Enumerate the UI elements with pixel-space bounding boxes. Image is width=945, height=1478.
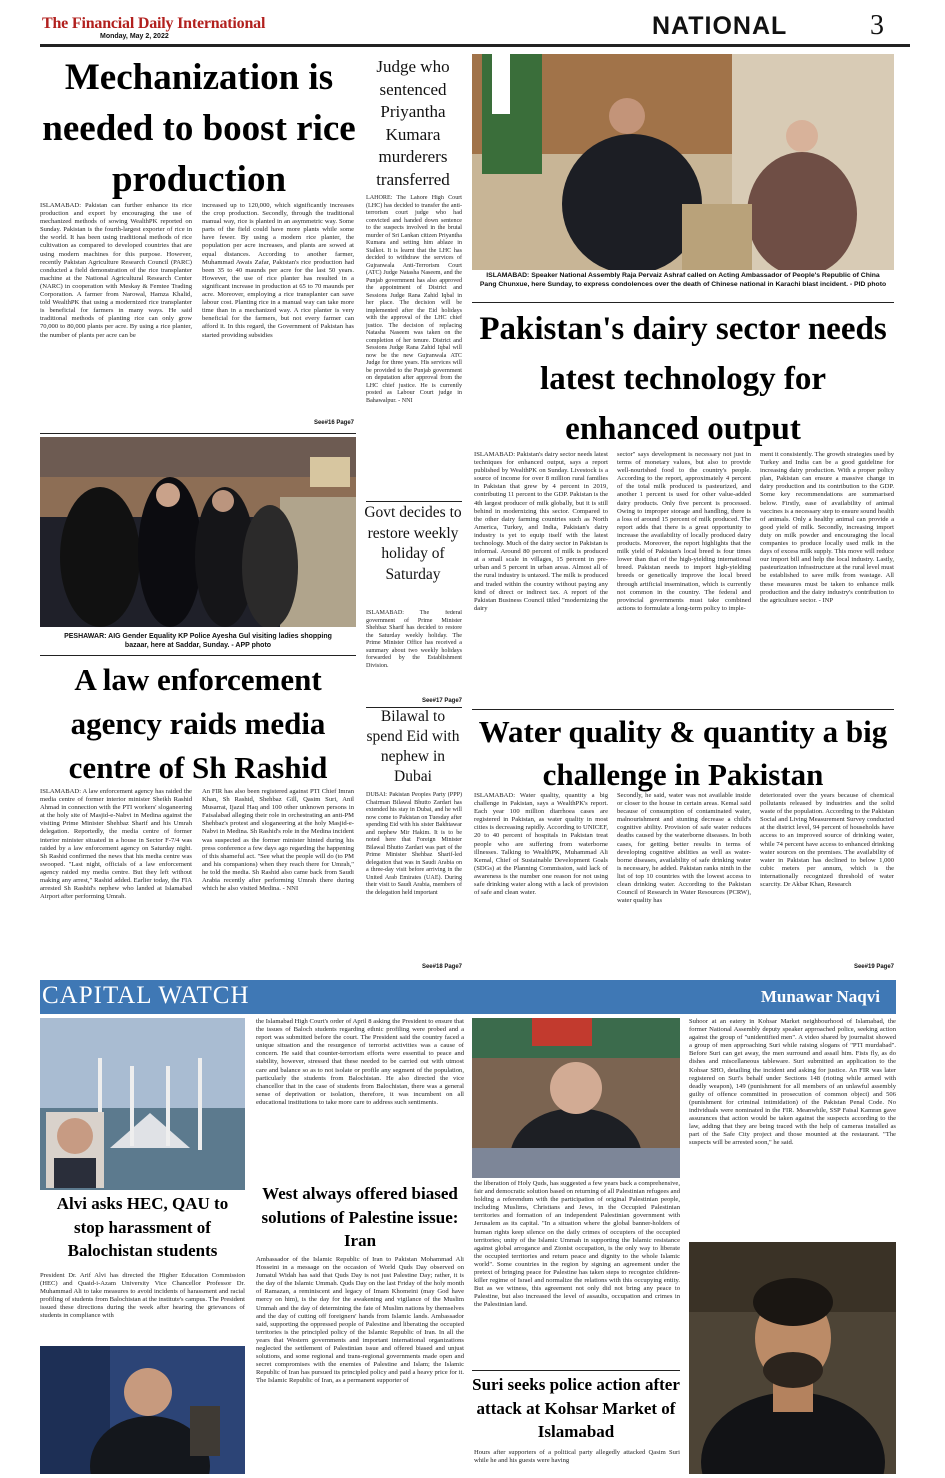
judge-rule <box>366 501 462 502</box>
suri-body: Suhoor at an eatery in Kohsar Market neighbourhood of Islamabad, the former National Assembly deputy speaker approached police, seeking action against the group of "unidentified men". A video shared by journalist showed a group of men approaching Suri while raising slogans of "PTI murdabad". Before Suri can get away, the men surround and assail him. Fists fly, as do dishes and miscellaneous tableware. Suri submitted an application to the Kohsar SHO, detailing the incident and asking for justice. An FIR was later registered on Suri's behalf under Sections 148 (rioting while armed with deadly weapon), 149 (punishment for all members of an unlawful assembly guilty of offence committed in prosecution of common object) and 506 (punishment for criminal intimidation) of the Pakistan Penal Code. No individuals were nominated in the FIR. Meanwhile, SSP Faisal Kamran gave assurances that action would be taken against the suspects according to the law, adding that they are being traced with the help of cameras installed as part of the Safe City project and those mounted at the restaurant. "The suspects will be arrested soon," he said. <box>689 1018 896 1147</box>
law-body-col1: ISLAMABAD: A law enforcement agency has raided the media centre of former interior minister Sheikh Rashid Ahmad in connection with the PTI workers' sloganeering at the holy site of Masjid-e-Nabvi in Medina against the visiting Prime Minister Shehbaz Sharif and his Umrah delegation. Reportedly, the media centre of former interior minister situated in a house in Sector F-7/4 was raided by a law enforcement agency on Saturday night. Sh Rashid confirmed the news that his media centre was swooped. "Last night, officials of a law enforcement agency raided my media centre. But they left without making any arrest," Rashid added. Earlier today, the FIA arrested Sh Rashid's nephew who landed at Islamabad Airport after performing Umrah. <box>40 788 192 901</box>
qasim-suri-photo <box>689 1242 896 1474</box>
water-body-col3: deteriorated over the years because of chemical pollutants released by industries and the solid waste of the population. According to the Pakistan Social and Living Measurement Survey conducted at the district level, 94 percent of households have access to an improved source of drinking water, while 74 percent have access to enhanced drinking water sources on the premises. The availability of water in Pakistan has declined to below 1,000 cubic meters per annum, which is the internationally recognized threshold of water scarcity. Dr Akbar Khan, Research <box>760 792 894 889</box>
column-author: Munawar Naqvi <box>760 987 880 1006</box>
west-body-col2: the liberation of Holy Quds, has suggested a few years back a comprehensive, fair and democratic solution based on returning of all Palestinian refugees and holding a referendum with the participation of original Palestinian people, including Muslims, Christians and Jews, in the Occupied Palestinian territories and formation of an independent Palestinian government with Jerusalem as its capital. "In a situation where the global banner-holders of human rights keep silence on the daily crimes of occupiers of the occupied territories; unity of the Islamic Ummah in supporting the Islamic resistance against global arrogance and Zionist occupation, is the only way to liberate the occupied territories and return peace and dignity to the whole Islamic world". Some countries in the region by signing an agreement under the pretext of bringing peace for Palestine has taken steps to recognize children-killer regime of Israel and normalize the relations with this occupying entity. But as we witness, this agreement not only did not bring any peace to Palestine, but also increased the level of assaults, occupation and crimes in the Palestinian land. <box>474 1180 680 1309</box>
rice-headline: Mechanization is needed to boost rice production <box>42 57 356 200</box>
alvi-body-col2: the Islamabad High Court's order of April 8 asking the President to ensure that the issues of Baloch students regarding ethnic profiling were probed and a report was submitted before the court. The President said the country faced a unique situation and the resurgence of terrorist activities was a cause of concern. He said that counter-terrorism efforts were essential to peace and stability, however, stressed that these needed to be carried out with utmost care and balance so as to not isolate or profile any segment of the population, particularly the students from Balochistan. He also directed the vice chancellor that in the case of students from Balochistan, there was a general sense of deprivation or isolation, therefore, it was incumbent on all educational institutions to take more care to address such sentiments. <box>256 1018 464 1106</box>
dairy-headline: Pakistan's dairy sector needs latest technology for enhanced output <box>479 311 887 447</box>
rice-see-more: See#16 Page7 <box>313 420 354 426</box>
bilawal-headline: Bilawal to spend Eid with nephew in Dubai <box>366 708 460 785</box>
president-alvi-photo <box>40 1346 245 1474</box>
bilawal-body: DUBAI: Pakistan Peoples Party (PPP) Chairman Bilawal Bhutto Zardari has extended his stay in Dubai, and he will now come to Pakistan on Tuesday after spending Eid with his sister Bakhtawar and nephew Mir Hakim. It is to be noted here that Foreign Minister Bilawal Bhutto Zardari was part of the Prime Minister Shehbaz Sharif-led delegation that was in Saudi Arabia on a three-day visit before arriving in the United Arab Emirates (UAE). During their visit to Saudi Arabia, members of the delegation held important <box>366 792 462 896</box>
issue-date: Monday, May 2, 2022 <box>100 33 169 40</box>
dairy-body-col3: ment it consistently. The growth strategies used by Turkey and India can be a good guideline for increasing dairy production. With a proper policy plan, Pakistan can ensure a massive change in dairy production and its contribution to the GDP. Some key recommendations are summarised below. Firstly, ease of availability of animal vaccines is a necessary step to ensure sound health of animals. Only a healthy animal can provide a good yield of milk. Secondly, increasing import duty on milk powder and encouraging the local companies to produce locally used milk in the days of excess milk supply. This move will reduce our import bill and help the local industry. Lastly, pasteurization infrastructure at the rural level must be established to save milk from wastage. All these measures must be taken to enhance milk production and the dairy industry's contribution to the agriculture sector. - INP <box>760 451 894 604</box>
saturday-see-more: See#17 Page7 <box>421 698 462 704</box>
masthead-rule <box>40 44 910 47</box>
iran-ambassador-photo <box>472 1018 680 1178</box>
water-see-more: See#19 Page7 <box>853 964 894 970</box>
law-body-col2: An FIR has also been registered against PTI Chief Imran Khan, Sh Rashid, Shehbaz Gill, Qasim Suri, Anil Musarrat, Ijazul Haq and 100 other unknown persons in Faisalabad alleging their role in orchestrating an anti-PM Shehbaz's protest and sloganeering at the holy Masjid-e-Nabvi in Medina. Sh Rashid's role in the Medina incident was suspected as the former minister hinted during his press conference a few days ago regarding the happening of this shameful act. "See what the people will do (to PM and his companions) when they reach there for Umrah," he told the media. Sh Rashid also came back from Saudi Arabia recently after performing Umrah there during which he also visited Medina. - NNI <box>202 788 354 893</box>
saturday-headline: Govt decides to restore weekly holiday of Saturday <box>364 504 462 583</box>
suri-headline: Suri seeks police action after attack at Kohsar Market of Islamabad <box>472 1375 680 1441</box>
speaker-photo-caption: ISLAMABAD: Speaker National Assembly Raja Pervaiz Ashraf called on Acting Ambassador of People's Republic of China Pang Chunxue, here Sunday, to express condolences over the death of Chinese national in Karachi blast incident. - PID photo <box>479 272 887 288</box>
water-body-col2: Secondly, he said, water was not available inside or closer to the house in certain areas. Kemal said because of consumption of contaminated water, malnourishment and stunting decrease a child's cognitive ability. Provision of safe water reduces deaths caused by the waterborne diseases. In both cases, for getting better results in terms of developing cognitive abilities as well as water-borne diseases, availability of safe drinking water is necessary, he added. Pakistan ranks ninth in the list of top 10 countries with the lowest access to clean drinking water. According to the Pakistan Council of Research in Water Resources (PCRW), water quality has <box>617 792 751 905</box>
section-name: NATIONAL <box>652 12 788 40</box>
saturday-body: ISLAMABAD: The federal government of Prime Minister Shehbaz Sharif has decided to restore the Saturday weekly holiday. The Prime Minister Office has received a summary about two weekly holidays forwarded by the Establishment Division. <box>366 610 462 669</box>
rice-body-col1: ISLAMABAD: Pakistan can further enhance its rice production and export by encouraging the use of mechanized methods of sowing WealthPK reported on Sunday. Pakistan is the fourth-largest exporter of rice in the world. It has been using traditional methods of rice cultivation as compared to developed countries that are using modern machines for this purpose. However, recently Pakistan Agriculture Research Council (PARC) conducted a field demonstration of the rice transplanter machine at the National Agricultural Research Center (NARC) in cooperation with Meskay & Femtee Trading Corporation. A farmer from Narowal, Hamza Khalid, told WealthPK that using a modernized rice transplanter is beneficial for farmers in many ways. He said traditional methods of planting rice can only grow 70,000 to 80,000 plants per acre. By using a rice planter, the number of plants per acre can be <box>40 202 192 339</box>
peshawar-rule <box>40 655 356 656</box>
west-rule <box>472 1370 680 1371</box>
judge-body: LAHORE: The Lahore High Court (LHC) has decided to transfer the anti-terrorism court judge who had convicted and handed down sentence to the suspects involved in the brutal murder of Sri Lankan citizen Priyantha Kumara and setting him ablaze in Sialkot. It is learnt that the LHC has decided to withdraw the services of Gujranwala Anti-Terrorism Court (ATC) Judge Natasha Naseem, and the Punjab government has also approved the appointment of District and Sessions Judge Rana Zahid Iqbal in her place. The decision will be implemented after the Eid holidays with the approval of the LHC chief justice. The decision of replacing Natasha Naseem was taken on the completion of her tenure. District and Sessions Judge Rana Zahid Iqbal will now be the new Gujranwala ATC Judge for three years. His services will be provided to the Punjab government on deputation after approval from the LHC chief justice. He is currently posted as Labour Court judge in Bahawalpur. - NNI <box>366 195 462 404</box>
page-number: 3 <box>870 10 884 41</box>
water-body-col1: ISLAMABAD: Water quality, quantity a big challenge in Pakistan, says a WealthPK's report. Each year 100 million diarrhoea cases are registered in Pakistan, as water quality in most cities is decreasing rapidly. According to UNICEF, 20 to 40 percent of hospitals in Pakistan treat people who are suffering from waterborne illnesses. Talking to WealthPK, Muhammad Ali Kemal, Chief of Sustainable Development Goals (SDGs) at the Planning Commission, said lack of awareness is the number one reason for not using safe drinking water along with a lack of provision of safe and clean water. <box>474 792 608 897</box>
judge-headline: Judge who sentenced Priyantha Kumara murderers transferred <box>376 57 450 189</box>
capital-watch-banner <box>40 980 896 1014</box>
peshawar-photo-caption: PESHAWAR: AIG Gender Equality KP Police Ayesha Gul visiting ladies shopping bazaar, here at Saddar, Sunday. - APP photo <box>64 633 332 649</box>
west-headline: West always offered biased solutions of Palestine issue: Iran <box>261 1184 459 1250</box>
dairy-body-col2: sector" says development is necessary not just in terms of monetary values, but also to provide well-nourished food to the country's people. According to the report, approximately 4 percent of the total milk produced is pasteurized, and another 1 percent is used for other value-added dairy products. Only five percent is processed. Owing to improper storage and handling, there is a loss of around 15 percent of milk produced. The report adds that there is a great opportunity to increase the availability of locally produced dairy products. Moreover, the report highlights that the milk yield of Pakistan's local breed is four times lower than that of the high-yielding international breed. Pakistan needs to import high-yielding breeds or genetically improve the local breed through artificial insemination, which is currently not common in the country. The federal and provincial governments must take combined actions to formulate a long-term policy to imple- <box>617 451 751 612</box>
alvi-body: President Dr. Arif Alvi has directed the Higher Education Commission (HEC) and Quaid-i-Azam University Vice Chancellor Professor Dr. Muhammad Ali to take measures to avoid incidents of harassment and racial profiling of students from Balochistan at the institute's campus. The President issued these directions during the week after hearing the grievances of students in compliance with <box>40 1272 245 1320</box>
speaker-meeting-photo <box>472 54 894 270</box>
speaker-rule <box>472 302 894 303</box>
bilawal-see-more: See#18 Page7 <box>421 964 462 970</box>
alvi-headline: Alvi asks HEC, QAU to stop harassment of Balochistan students <box>56 1194 229 1260</box>
suri-lead: Hours after supporters of a political party allegedly attacked Qasim Suri while he and his guests were having <box>474 1449 680 1465</box>
dairy-body-col1: ISLAMABAD: Pakistan's dairy sector needs latest techniques for enhanced output, says a report published by WealthPK on Sunday. Livestock is a source of income for over 8 million rural families in Pakistan that grew by 4 percent in 2019, contributing 11 percent to the GDP. Pakistan is the 4th largest producer of milk globally, but it is still behind in modernizing this sector. Compared to the other dairy farming countries such as North America, Turkey, and India, Pakistan's dairy industry is yet to equip itself with the latest technology. Much of the dairy sector in Pakistan is informal. Around 80 percent of milk is produced at a small scale in villages, 15 percent in pre-urban and 5 percent in urban areas. Almost all of the rural industry is untaxed. The milk is produced and traded within the country without paying any kind of direct or indirect tax. A report of the Pakistan Business Council titled "modernizing the dairy <box>474 451 608 612</box>
rice-body-col2: increased up to 120,000, which significantly increases the crop production. Secondly, through the traditional manual way, rice is planted in an asymmetric way. Some parts of the field could have more plants while some have fewer. By using a modern rice planter, the population per acre increases, and plants are sowed at equal distances. According to another farmer, Muhammad Awais Zafar, Pakistan's rice production had been 35 to 40 maunds per acre for the last 50 years. However, the use of rice planter has resulted in a significant increase in production at 65 to 70 maunds per acre. Moreover, employing a rice transplanter can save labour cost. Planting rice in a manual way can take more time than in a mechanized way. A rice planter is very beneficial for the farmers, but not every farmer can afford it. In this regard, the Government of Pakistan has started providing subsidies <box>202 202 354 339</box>
water-headline: Water quality & quantity a big challenge in Pakistan <box>478 714 888 792</box>
west-body: Ambassador of the Islamic Republic of Iran to Pakistan Mohammad Ali Hosseini in a message on the occasion of World Quds Day observed on Jumatul Widah has said that Quds Day is not just Palestine Day; rather, it is the day of the Islamic Ummah. Quds Day on the last Friday of the holy month of Ramazan, a reminiscent and legacy of Imam Khomeini (may God have mercy on him), is the day for the awakening and vigilance of the Muslim Ummah and the day of determining the fate of Muslim nations by themselves and the day of cutting off foreigners' hands from Islamic lands. Ambassador said, supporting the oppressed people of Palestine and liberating the occupied territories is the principled policy of the Islamic Republic of Iran. In all the years that Western governments and important international organizations neglected the settlement of Palestinian issue and offered biased and unjust solutions, and some regional and trans-regional governments made open and secret compromises with the enemies of Palestine and Islam; the Islamic Republic of Iran has pursued its principled policy and paid a heavy price for it. The Islamic Republic of Iran, as a permanent supporter of <box>256 1256 464 1385</box>
law-headline: A law enforcement agency raids media centre of Sh Rashid <box>68 662 328 785</box>
faisal-mosque-photo <box>40 1018 245 1190</box>
paper-name: The Financial Daily International <box>42 15 266 32</box>
peshawar-bazaar-photo <box>40 437 356 627</box>
rice-rule <box>40 433 356 434</box>
capital-watch-title: CAPITAL WATCH <box>42 982 250 1009</box>
